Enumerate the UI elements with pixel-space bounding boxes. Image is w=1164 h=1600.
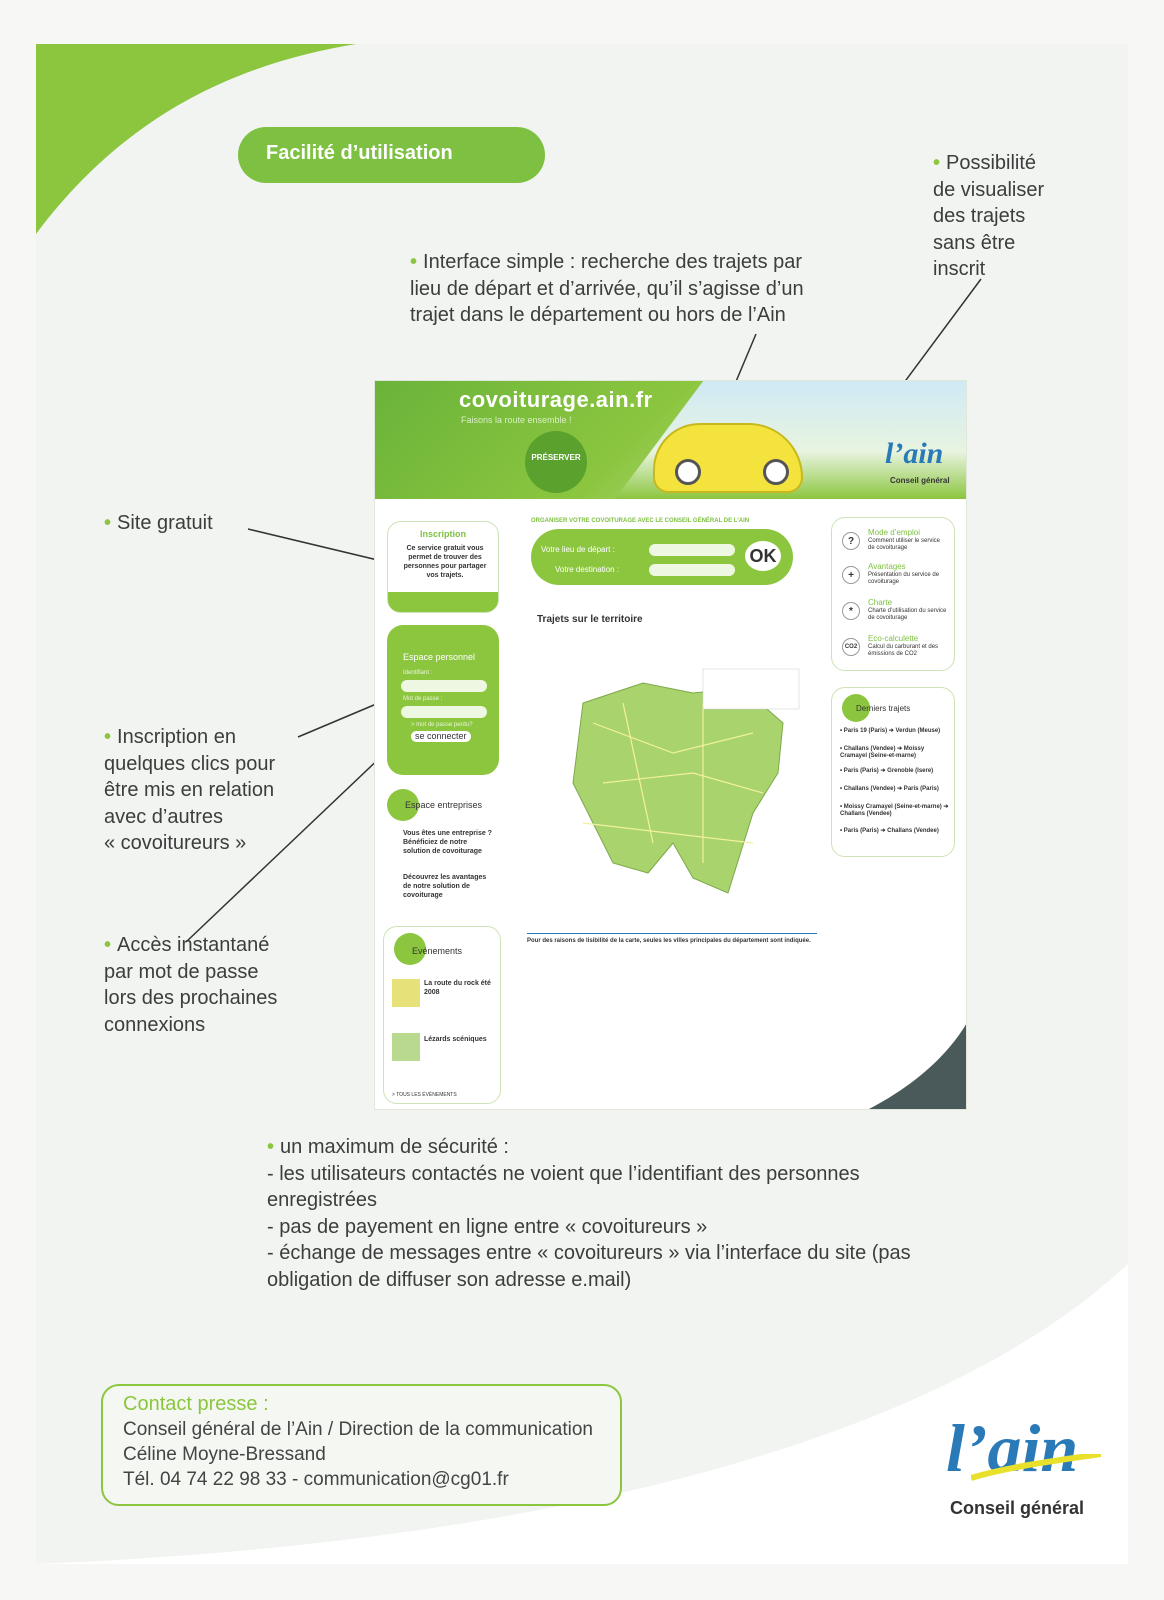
help-item-title: Avantages bbox=[868, 562, 906, 571]
inscription-bar bbox=[388, 592, 498, 612]
contact-line-1: Conseil général de l’Ain / Direction de la communication bbox=[123, 1419, 593, 1440]
entreprise-link-2[interactable]: Découvrez les avantages de notre solution de covoiturage bbox=[403, 874, 487, 899]
entreprise-link-1[interactable]: Vous êtes une entreprise ? Bénéficiez de notre solution de covoiturage bbox=[403, 830, 492, 855]
help-item-text: Calcul du carburant et des émissions de CO2 bbox=[868, 644, 939, 657]
help-item-title: Eco-calculette bbox=[868, 634, 919, 643]
evenements-title: Evénements bbox=[412, 946, 463, 956]
ok-button[interactable]: OK bbox=[745, 541, 781, 571]
security-section: • un maximum de sécurité : - les utilisateurs contactés ne voient que l’identifiant des personnes enregistrées - pas de payement en ligne entre « covoitureurs » - échange de messages entre « covoitureurs » via l’interface du site (pas obligation de diffuser son adresse e.mail) bbox=[267, 1136, 911, 1291]
trajet-item[interactable]: • Paris 19 (Paris) ➔ Verdun (Meuse) bbox=[840, 728, 941, 734]
destination-label: Votre destination : bbox=[555, 565, 620, 574]
event-1-thumbnail bbox=[392, 979, 420, 1007]
inscription-text: Ce service gratuit vous permet de trouver des personnes pour partager vos trajets. bbox=[403, 545, 487, 579]
search-form bbox=[531, 529, 793, 585]
evenements-box bbox=[383, 926, 501, 1104]
callout-visualiser: • Possibilité de visualiser des trajets sans être inscrit bbox=[933, 152, 1045, 280]
connect-button[interactable]: se connecter bbox=[411, 731, 471, 742]
password-input[interactable] bbox=[401, 706, 487, 718]
trajet-item[interactable]: • Challans (Vendee) ➔ Moissy Cramayel (Seine-et-marne) bbox=[840, 746, 925, 759]
espace-personnel-title: Espace personnel bbox=[403, 652, 476, 662]
site-banner bbox=[375, 381, 967, 499]
star-icon: * bbox=[842, 602, 860, 620]
depart-label: Votre lieu de départ : bbox=[541, 545, 615, 554]
password-label: Mot de passe : bbox=[403, 696, 443, 702]
derniers-trajets-title: Derniers trajets bbox=[856, 704, 911, 713]
car-wheel-icon bbox=[675, 459, 701, 485]
all-events-link[interactable]: > TOUS LES ÉVÉNEMENTS bbox=[392, 1092, 457, 1098]
callout-interface: • Interface simple : recherche des trajets par lieu de départ et d’arrivée, qu’il s’agisse d’un trajet dans le département ou hors de l’Ain bbox=[410, 251, 804, 326]
espace-personnel-panel bbox=[387, 625, 499, 775]
callout-acces: • Accès instantané par mot de passe lors des prochaines connexions bbox=[104, 934, 278, 1036]
inscription-title: Inscription bbox=[419, 529, 466, 539]
help-box bbox=[831, 517, 955, 671]
identifiant-input[interactable] bbox=[401, 680, 487, 692]
plus-icon: + bbox=[842, 566, 860, 584]
ain-logo: l’ain bbox=[946, 1410, 1079, 1486]
lost-password-link[interactable]: > mot de passe perdu? bbox=[411, 722, 473, 728]
contact-line-2: Céline Moyne-Bressand bbox=[123, 1444, 326, 1465]
logo-swoosh-decoration bbox=[971, 1454, 1101, 1484]
espace-entreprises-title: Espace entreprises bbox=[405, 800, 483, 810]
contact-line-3: Tél. 04 74 22 98 33 - communication@cg01.fr bbox=[123, 1469, 509, 1490]
site-logo: l’ain bbox=[885, 437, 944, 470]
help-item-title: Mode d’emploi bbox=[868, 528, 921, 537]
event-2-title[interactable]: Lézards scéniques bbox=[424, 1036, 487, 1043]
car-wheel-icon bbox=[763, 459, 789, 485]
event-1-title[interactable]: La route du rock été 2008 bbox=[424, 980, 491, 996]
callout-inscription: • Inscription en quelques clics pour être mis en relation avec d’autres « covoitureurs » bbox=[104, 726, 276, 854]
territory-map[interactable] bbox=[553, 663, 803, 913]
callout-gratuit: • Site gratuit bbox=[104, 512, 213, 534]
page bbox=[36, 44, 1128, 1564]
help-item-text: Charte d’utilisation du service de covoiturage bbox=[868, 608, 947, 621]
contact-heading: Contact presse : bbox=[123, 1393, 269, 1415]
help-item-title: Charte bbox=[868, 598, 893, 607]
identifiant-label: Identifiant : bbox=[403, 670, 433, 676]
depart-input[interactable] bbox=[649, 544, 735, 556]
organiser-heading: ORGANISER VOTRE COVOITURAGE AVEC LE CONSEIL GÉNÉRAL DE L’AIN bbox=[531, 518, 750, 524]
preserver-badge: PRÉSERVER bbox=[525, 431, 587, 493]
derniers-trajets-box bbox=[831, 687, 955, 857]
help-item-text: Présentation du service de covoiturage bbox=[868, 572, 940, 585]
map-note: Pour des raisons de lisibilité de la carte, seules les villes principales du département sont indiquée. bbox=[527, 933, 817, 946]
inscription-box bbox=[387, 521, 499, 613]
event-2-thumbnail bbox=[392, 1033, 420, 1061]
site-title: covoiturage.ain.fr bbox=[459, 387, 653, 412]
destination-input[interactable] bbox=[649, 564, 735, 576]
site-logo-subtitle: Conseil général bbox=[890, 476, 950, 485]
trajet-item[interactable]: • Moissy Cramayel (Seine-et-marne) ➔ Challans (Vendee) bbox=[840, 804, 949, 817]
co2-icon: CO2 bbox=[842, 638, 860, 656]
screenshot-corner-decoration bbox=[865, 1021, 967, 1110]
trajet-item[interactable]: • Paris (Paris) ➔ Grenoble (Isere) bbox=[840, 768, 934, 774]
help-icon: ? bbox=[842, 532, 860, 550]
website-screenshot bbox=[374, 380, 967, 1110]
trajet-item[interactable]: • Challans (Vendee) ➔ Paris (Paris) bbox=[840, 786, 939, 792]
section-title: Facilité d’utilisation bbox=[238, 127, 545, 183]
ain-logo-subtitle: Conseil général bbox=[950, 1498, 1085, 1518]
trajet-item[interactable]: • Paris (Paris) ➔ Challans (Vendee) bbox=[840, 828, 939, 834]
help-item-text: Comment utiliser le service de covoiturage bbox=[868, 538, 941, 551]
site-tagline: Faisons la route ensemble ! bbox=[461, 415, 572, 425]
trajets-territoire-title: Trajets sur le territoire bbox=[537, 614, 643, 625]
contact-box bbox=[101, 1384, 622, 1506]
